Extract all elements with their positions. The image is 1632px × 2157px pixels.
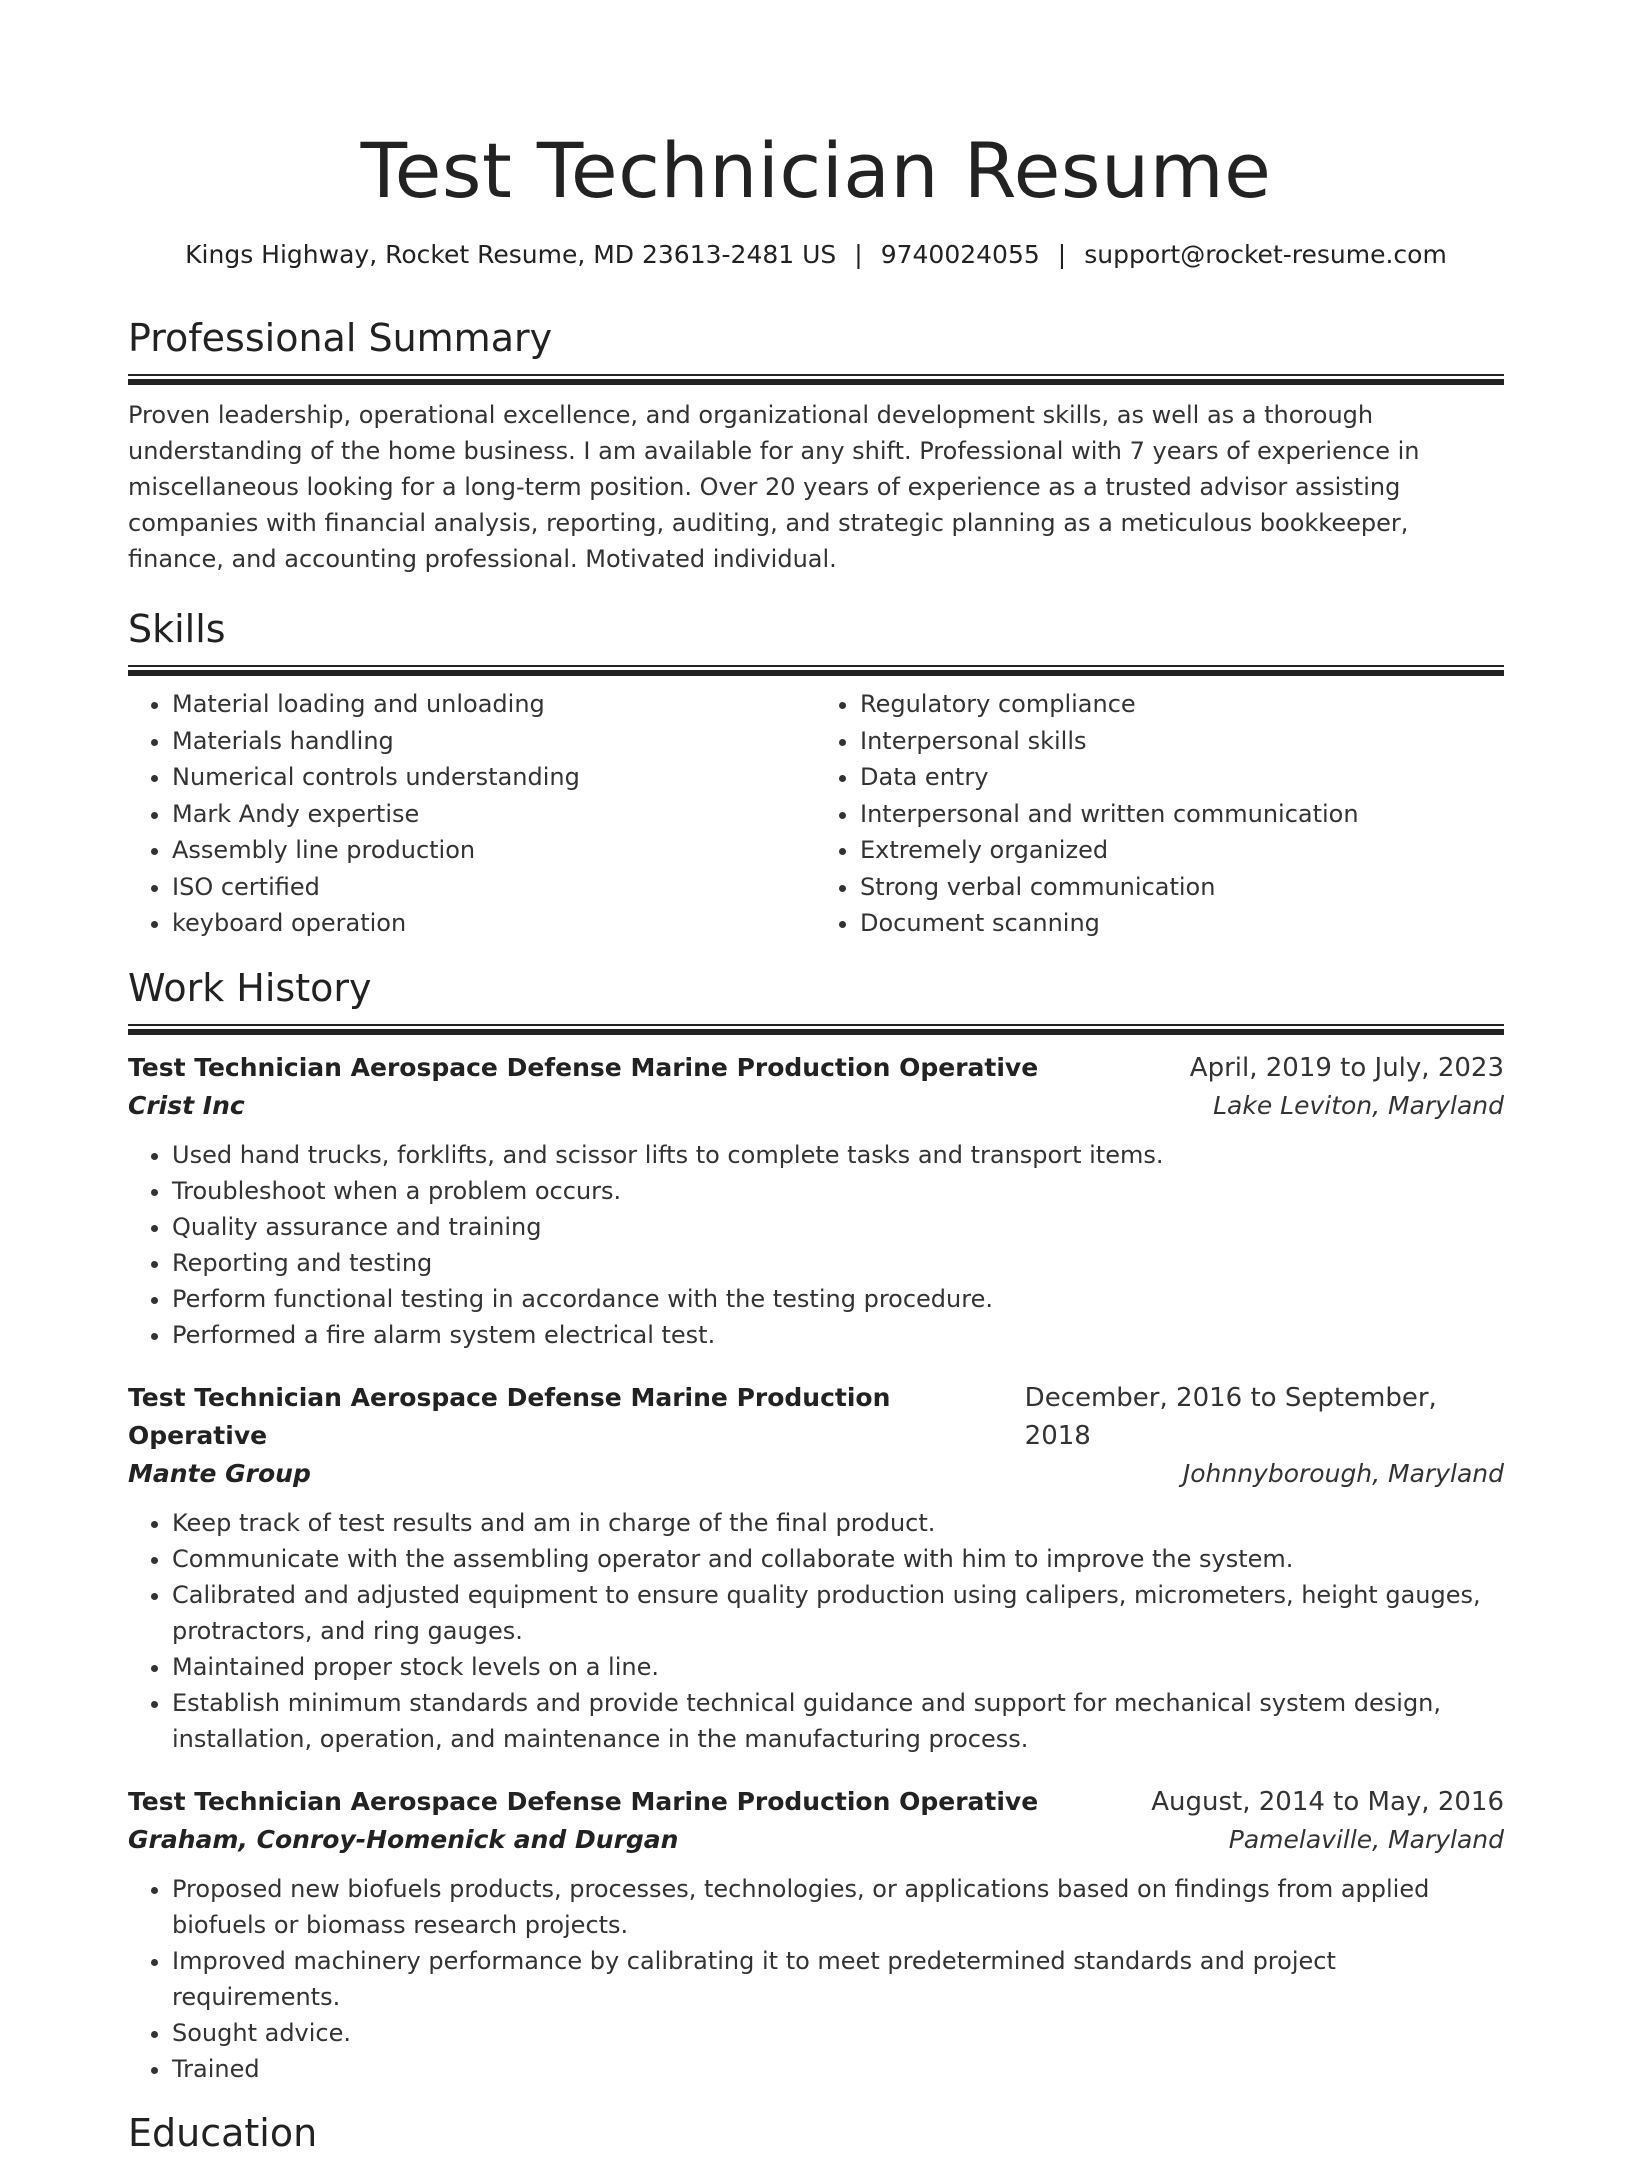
skill-item: • Data entry [860, 759, 1504, 796]
skills-list-left [128, 686, 816, 942]
job-duty: • Quality assurance and training [172, 1209, 1504, 1245]
skill-item: • Materials handling [172, 723, 816, 760]
job-duty: • Trained [172, 2051, 1504, 2087]
skill-item: • Material loading and unloading [172, 686, 816, 723]
skill-item: • keyboard operation [172, 905, 816, 942]
education-heading: Education [128, 2110, 318, 2155]
job-company: Crist Inc [128, 1090, 245, 1120]
skill-item: • Extremely organized [860, 832, 1504, 869]
job-header [128, 1379, 1504, 1455]
contact-line [128, 238, 1504, 272]
job-subheader [128, 1087, 1504, 1125]
contact-phone: 9740024055 [880, 240, 1040, 269]
job-duty: • Performed a fire alarm system electrical test. [172, 1317, 1504, 1353]
summary-text: Proven leadership, operational excellence, and organizational development skills, as well as a thorough understanding of the home business. I am available for any shift. Professional with 7 years of experience in miscellaneous looking for a long-term position. Over 20 years of experience as a trusted advisor assisting companies with financial analysis, reporting, auditing, and strategic planning as a meticulous bookkeeper, finance, and accounting professional. Motivated individual. [128, 401, 1420, 573]
job-header [128, 1049, 1504, 1087]
section-divider [128, 1024, 1504, 1035]
job-duty: • Calibrated and adjusted equipment to ensure quality production using calipers, micrometers, height gauges, protractors, and ring gauges. [172, 1577, 1504, 1649]
job-dates: April, 2019 to July, 2023 [1189, 1052, 1504, 1083]
job-duty: • Maintained proper stock levels on a line. [172, 1649, 1504, 1685]
resume-page [128, 0, 1504, 2157]
job-duty: • Improved machinery performance by calibrating it to meet predetermined standards and project requirements. [172, 1943, 1504, 2015]
job-subheader [128, 1821, 1504, 1859]
job-duty: • Proposed new biofuels products, processes, technologies, or applications based on findings from applied biofuels or biomass research projects. [172, 1871, 1504, 1943]
job-duty: • Reporting and testing [172, 1245, 1504, 1281]
job-duty: • Used hand trucks, forklifts, and scissor lifts to complete tasks and transport items. [172, 1137, 1504, 1173]
job-title: Test Technician Aerospace Defense Marine Production Operative [128, 1786, 1039, 1816]
contact-address: Kings Highway, Rocket Resume, MD 23613-2481 US [185, 240, 837, 269]
contact-separator: | [854, 240, 863, 269]
job-location: Lake Leviton, Maryland [1213, 1090, 1504, 1120]
skill-item: • Mark Andy expertise [172, 796, 816, 833]
job-company: Mante Group [128, 1458, 311, 1488]
job-header [128, 1783, 1504, 1821]
job-duties [128, 1871, 1504, 2087]
section-divider [128, 665, 1504, 676]
contact-separator: | [1057, 240, 1067, 269]
job-duty: • Sought advice. [172, 2015, 1504, 2051]
education-section [128, 2109, 1504, 2157]
skill-item: • Numerical controls understanding [172, 759, 816, 796]
job-dates: August, 2014 to May, 2016 [1151, 1786, 1504, 1817]
skill-item: • Strong verbal communication [860, 869, 1504, 906]
job-title: Test Technician Aerospace Defense Marine Production Operative [128, 1382, 891, 1450]
skills-section [128, 605, 1504, 942]
job-duty: • Keep track of test results and am in charge of the final product. [172, 1505, 1504, 1541]
summary-section [128, 314, 1504, 577]
section-divider [128, 374, 1504, 385]
work-history-heading: Work History [128, 965, 372, 1010]
summary-heading: Professional Summary [128, 316, 553, 360]
skill-item: • ISO certified [172, 869, 816, 906]
job-duties [128, 1137, 1504, 1353]
job-duty: • Establish minimum standards and provide technical guidance and support for mechanical system design, installation, operation, and maintenance in the manufacturing process. [172, 1685, 1504, 1757]
job-title: Test Technician Aerospace Defense Marine Production Operative [128, 1052, 1039, 1082]
skills-heading: Skills [128, 607, 226, 651]
job-subheader [128, 1455, 1504, 1493]
job-duty: • Perform functional testing in accordance with the testing procedure. [172, 1281, 1504, 1317]
job-entry [128, 1049, 1504, 1353]
job-location: Pamelaville, Maryland [1228, 1824, 1504, 1854]
contact-email: support@rocket-resume.com [1084, 240, 1447, 269]
skill-item: • Document scanning [860, 905, 1504, 942]
skill-item: • Interpersonal skills [860, 723, 1504, 760]
skill-item: • Assembly line production [172, 832, 816, 869]
skill-item: • Regulatory compliance [860, 686, 1504, 723]
job-entry [128, 1783, 1504, 2087]
skill-item: • Interpersonal and written communication [860, 796, 1504, 833]
job-location: Johnnyborough, Maryland [1182, 1458, 1504, 1488]
job-entry [128, 1379, 1504, 1757]
job-company: Graham, Conroy-Homenick and Durgan [128, 1824, 679, 1854]
job-dates: December, 2016 to September, 2018 [1024, 1382, 1437, 1451]
job-duties [128, 1505, 1504, 1757]
job-duty: • Troubleshoot when a problem occurs. [172, 1173, 1504, 1209]
skills-list-right [816, 686, 1504, 942]
job-duty: • Communicate with the assembling operator and collaborate with him to improve the system. [172, 1541, 1504, 1577]
work-history-section [128, 964, 1504, 2087]
resume-title: Test Technician Resume [360, 126, 1272, 215]
skills-columns [128, 686, 1504, 942]
